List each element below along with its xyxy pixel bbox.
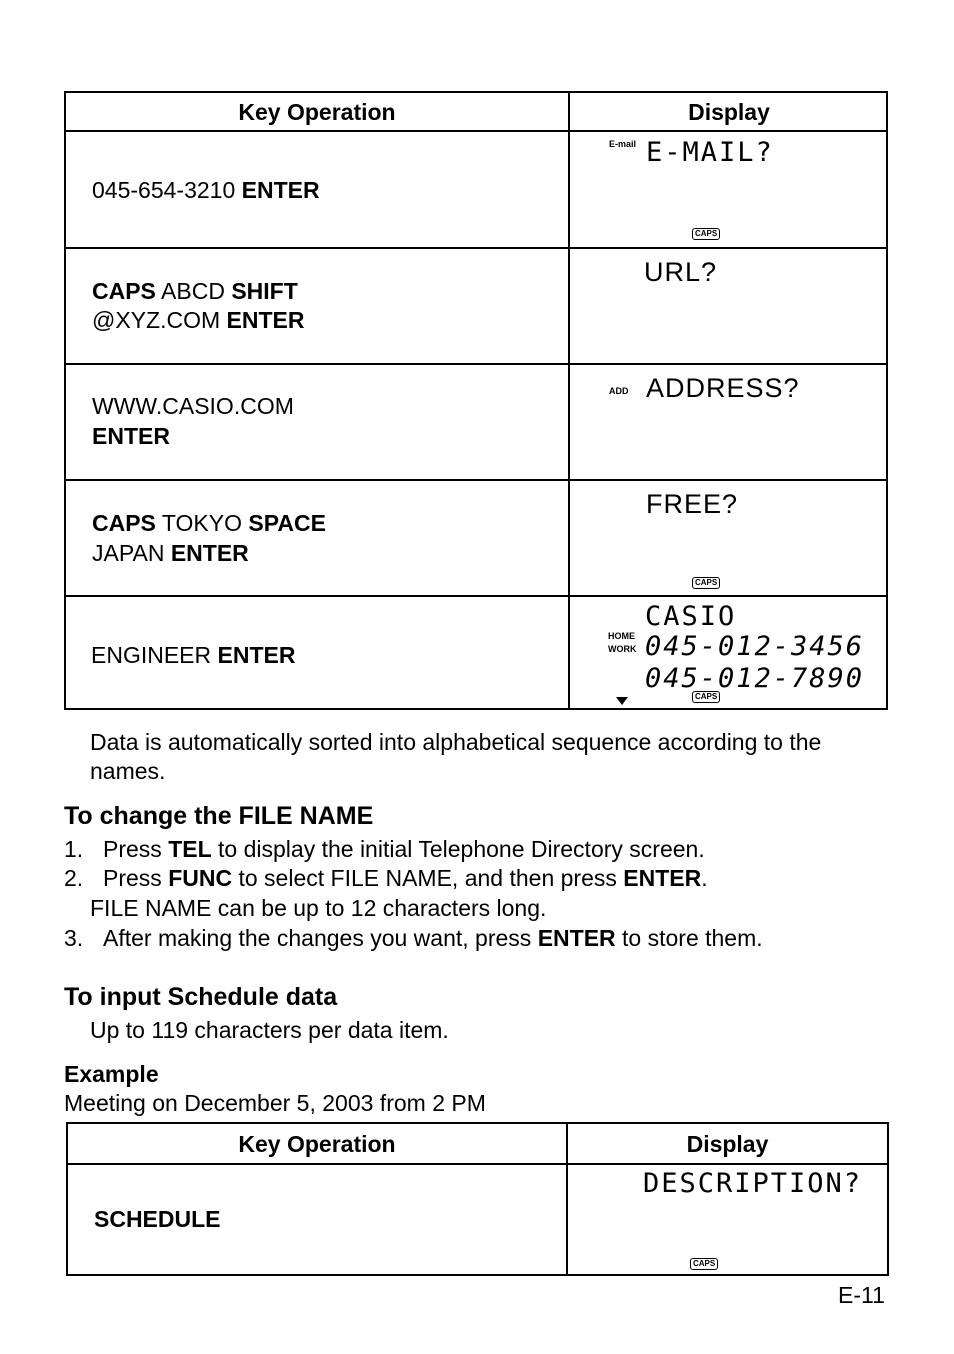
add-icon: ADD	[609, 386, 629, 396]
lcd-line: DESCRIPTION?	[643, 1168, 863, 1199]
page-number: E-11	[838, 1282, 885, 1308]
row-divider	[66, 247, 886, 249]
row-divider	[68, 1163, 887, 1165]
lcd-line: 045-012-7890	[645, 663, 865, 694]
lcd-line: 045-012-3456	[645, 631, 865, 662]
table-row-op: CAPS ABCD SHIFT	[92, 278, 298, 304]
list-item: Press TEL to display the initial Telephone Directory screen.	[103, 836, 705, 862]
header-key-operation: Key Operation	[238, 1131, 396, 1157]
table-row-op: JAPAN ENTER	[92, 540, 249, 566]
section-title: To input Schedule data	[64, 983, 338, 1011]
table-row-op: ENTER	[92, 423, 170, 449]
lcd-line: CASIO	[645, 601, 737, 632]
note-text: Data is automatically sorted into alphabetical sequence according to the	[90, 729, 822, 755]
row-divider	[66, 595, 886, 597]
list-item-note: FILE NAME can be up to 12 characters long.	[90, 895, 547, 921]
lcd-line: FREE?	[646, 489, 739, 519]
header-display: Display	[688, 99, 770, 125]
work-icon: WORK	[608, 644, 637, 654]
key-operation-table	[64, 91, 888, 710]
list-item: 3.	[64, 925, 84, 951]
lcd-line: E-MAIL?	[646, 137, 774, 168]
list-item: After making the changes you want, press ENTER to store them.	[103, 925, 763, 951]
caps-indicator-icon: CAPS	[692, 577, 720, 589]
table-row-op: @XYZ.COM ENTER	[92, 307, 305, 333]
lcd-line: URL?	[644, 257, 718, 287]
lcd-line: ADDRESS?	[646, 373, 800, 403]
column-divider	[568, 93, 570, 708]
table-row-op: CAPS TOKYO SPACE	[92, 510, 326, 536]
table-row-op: 045-654-3210 ENTER	[92, 177, 320, 203]
row-divider	[66, 479, 886, 481]
section-subtitle: Up to 119 characters per data item.	[90, 1017, 449, 1043]
row-divider	[66, 363, 886, 365]
list-item: 1.	[64, 836, 84, 862]
example-label: Example	[64, 1061, 159, 1087]
note-text: names.	[90, 758, 166, 784]
scroll-down-arrow-icon	[616, 697, 628, 705]
example-text: Meeting on December 5, 2003 from 2 PM	[64, 1090, 486, 1116]
caps-indicator-icon: CAPS	[690, 1258, 718, 1270]
home-icon: HOME	[608, 631, 635, 641]
table-row-op: ENGINEER ENTER	[91, 642, 296, 668]
header-display: Display	[686, 1131, 769, 1157]
table-row-op: SCHEDULE	[94, 1206, 221, 1232]
list-item: Press FUNC to select FILE NAME, and then press ENTER.	[103, 865, 708, 891]
email-icon: E-mail	[609, 139, 637, 149]
header-key-operation: Key Operation	[238, 99, 396, 125]
row-divider	[66, 130, 886, 132]
caps-indicator-icon: CAPS	[692, 228, 720, 240]
caps-indicator-icon: CAPS	[692, 691, 720, 703]
schedule-key-operation-table	[66, 1122, 889, 1276]
list-item: 2.	[64, 865, 84, 891]
table-row-op: WWW.CASIO.COM	[92, 393, 294, 419]
section-title: To change the FILE NAME	[64, 802, 374, 830]
